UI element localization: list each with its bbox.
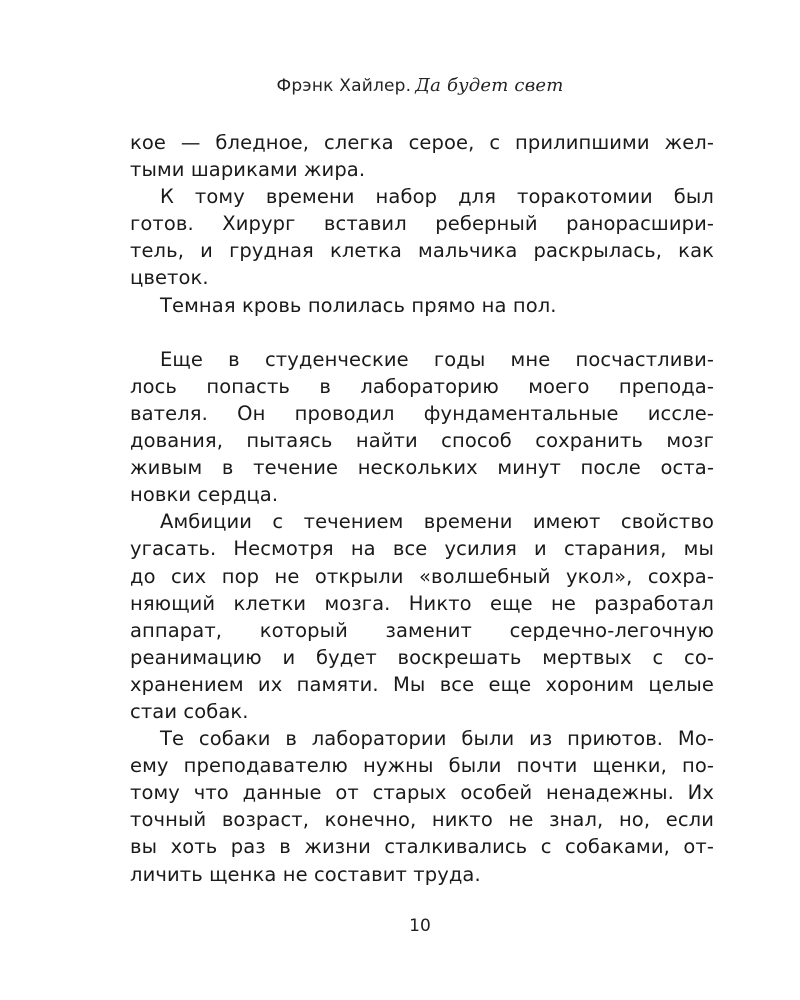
text-line: личить щенка не составит труда. xyxy=(130,862,481,886)
text-line: Еще в студенческие годы мне посчастливи- xyxy=(160,347,714,371)
text-line: угасать. Несмотря на все усилия и старания, мы xyxy=(130,537,714,561)
text-line: кое — бледное, слегка серое, с прилипшими жел- xyxy=(130,131,714,154)
text-line: няющий клетки мозга. Никто еще не разработал xyxy=(130,591,714,615)
text-line: стаи собак. xyxy=(130,699,249,723)
text-line: готов. Хирург вставил реберный ранорасшири- xyxy=(130,212,714,236)
text-line: реанимацию и будет воскрешать мертвых с со- xyxy=(130,645,714,669)
text-line: Амбиции с течением времени имеют свойство xyxy=(160,510,714,534)
text-line: хранением их памяти. Мы все еще хороним целые xyxy=(130,672,714,696)
running-header xyxy=(0,75,800,96)
text-line: тыми шариками жира. xyxy=(130,158,366,182)
text-line: точный возраст, конечно, никто не знал, но, если xyxy=(130,808,714,832)
page-number: 10 xyxy=(409,916,431,936)
text-line: Те собаки в лаборатории были из приютов. Мо- xyxy=(160,727,714,751)
text-line: аппарат, который заменит сердечно-легочную xyxy=(130,618,714,642)
text-line: новки сердца. xyxy=(130,483,279,507)
text-line: лось попасть в лабораторию моего препода- xyxy=(130,374,714,398)
text-line: тому что данные от старых особей ненадежны. Их xyxy=(130,781,714,805)
text-line: Темная кровь полилась прямо на пол. xyxy=(160,293,557,317)
text-line: тель, и грудная клетка мальчика раскрылась, как xyxy=(130,239,714,263)
text-line: дования, пытаясь найти способ сохранить мозг xyxy=(130,429,714,453)
text-line: К тому времени набор для торакотомии был xyxy=(160,185,714,209)
text-line: живым в течение нескольких минут после оста- xyxy=(130,456,714,480)
text-line: до сих пор не открыли «волшебный укол», сохра- xyxy=(130,564,714,588)
body-text xyxy=(130,129,714,888)
text-line: вателя. Он проводил фундаментальные иссле- xyxy=(130,401,714,425)
header-author: Фрэнк Хайлер. xyxy=(276,76,412,96)
text-line: ему преподавателю нужны были почти щенки, по- xyxy=(130,754,714,778)
section-break xyxy=(130,319,714,346)
text-line: цветок. xyxy=(130,266,209,290)
header-book-title: Да будет свет xyxy=(415,75,564,96)
text-line: вы хоть раз в жизни сталкивались с собаками, от- xyxy=(130,835,714,859)
